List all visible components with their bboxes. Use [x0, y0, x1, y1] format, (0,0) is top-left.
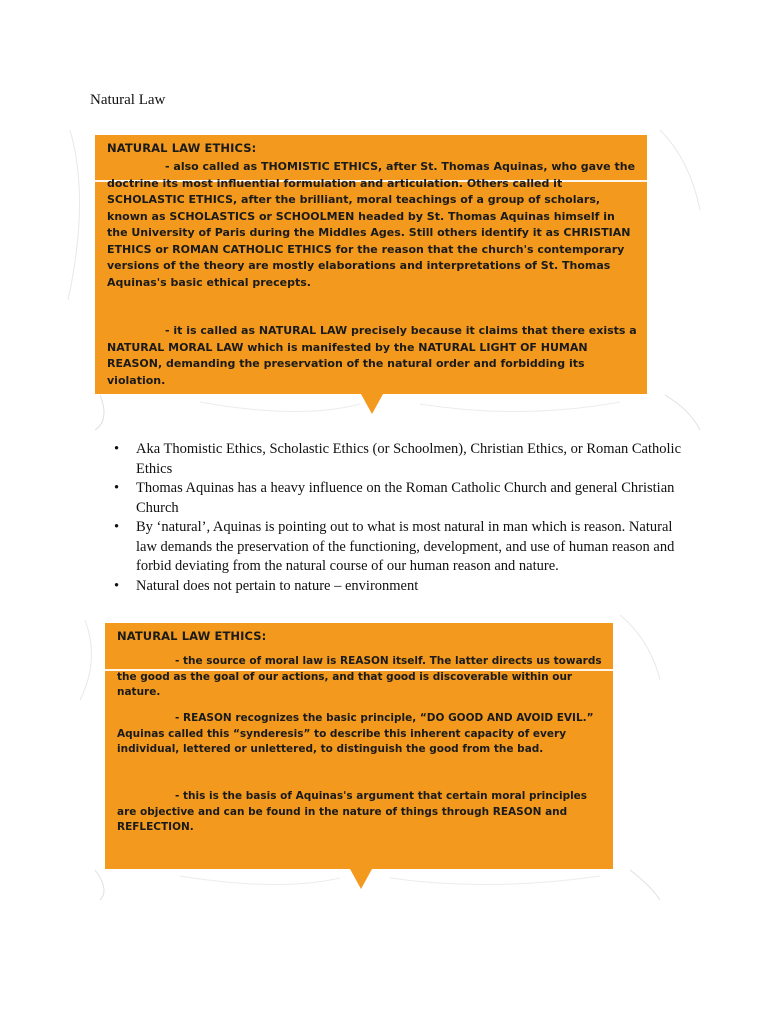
list-item [112, 518, 682, 577]
document-title: Natural Law [90, 92, 166, 108]
bullet-marker: • [114, 480, 120, 496]
slide-natural-law-ethics-2 [105, 623, 613, 869]
list-item-text: Natural does not pertain to nature – environment [136, 577, 419, 594]
list-item [112, 577, 682, 597]
bullet-marker: • [114, 519, 120, 535]
slide-paragraph: - also called as THOMISTIC ETHICS, after St. Thomas Aquinas, who gave the doctrine its most influential formulation and articulation. Others called it SCHOLASTIC ETHICS, after the brilliant, moral teachings of a group of scholars, known as SCHOLASTICS or SCHOOLMEN headed by St. Thomas Aquinas himself in the University of Paris during the Middles Ages. Still others identify it as CHRISTIAN ETHICS or ROMAN CATHOLIC ETHICS for the reason that the church's contemporary versions of the theory are mostly elaborations and interpretations of St. Thomas Aquinas's basic ethical precepts. [107, 160, 636, 289]
slide-pointer [350, 869, 372, 889]
slide-heading: NATURAL LAW ETHICS: [107, 141, 257, 155]
slide-heading: NATURAL LAW ETHICS: [117, 629, 267, 643]
slide-paragraph: - REASON recognizes the basic principle, “DO GOOD AND AVOID EVIL.” Aquinas called this “synderesis” to describe this inherent capacity of every individual, lettered or unlettered, to distinguish the good from the bad. [117, 712, 594, 755]
slide-natural-law-ethics-1 [95, 135, 647, 394]
bullet-marker: • [114, 441, 120, 457]
list-item [112, 440, 682, 479]
slide-paragraph: - the source of moral law is REASON itself. The latter directs us towards the good as the goal of our actions, and that good is discoverable within our nature. [117, 655, 602, 698]
slide-paragraph: - this is the basis of Aquinas's argument that certain moral principles are objective and can be found in the nature of things through REASON and REFLECTION. [117, 790, 588, 833]
bullet-list [112, 440, 682, 596]
list-item-text: Thomas Aquinas has a heavy influence on the Roman Catholic Church and general Christian Church [136, 480, 675, 516]
list-item [112, 479, 682, 518]
bullet-marker: • [114, 577, 120, 594]
slide-pointer [361, 394, 383, 414]
list-item-text: By ‘natural’, Aquinas is pointing out to what is most natural in man which is reason. Natural law demands the preservation of the functioning, development, and use of human reason and forbid deviating from the natural course of our human reason and nature. [136, 519, 675, 574]
list-item-text: Aka Thomistic Ethics, Scholastic Ethics (or Schoolmen), Christian Ethics, or Roman Catholic Ethics [136, 441, 682, 477]
slide-paragraph: - it is called as NATURAL LAW precisely because it claims that there exists a NATURAL MORAL LAW which is manifested by the NATURAL LIGHT OF HUMAN REASON, demanding the preservation of the natural order and forbidding its violation. [107, 324, 637, 387]
